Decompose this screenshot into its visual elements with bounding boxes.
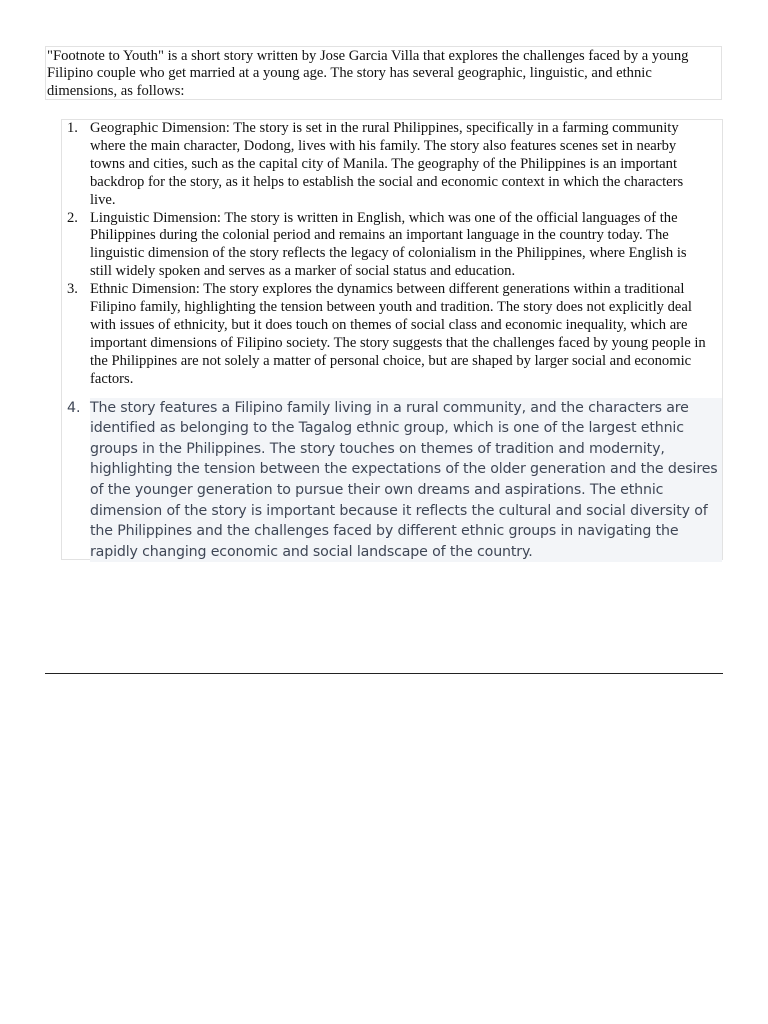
horizontal-divider [45, 673, 723, 674]
list-item-number: 2. [67, 209, 78, 226]
list-item-number: 1. [67, 120, 78, 136]
intro-text: "Footnote to Youth" is a short story written by Jose Garcia Villa that explores the challenges faced by a young Filipino couple who get married at a young age. The story has several geographic, linguistic, and ethnic dimensions, as follows: [47, 48, 689, 99]
list-item-text: Ethnic Dimension: The story explores the dynamics between different generations within a traditional Filipino family, highlighting the tension between youth and tradition. The story does not explicitly deal with issues of ethnicity, but it does touch on themes of social class and economic inequality, which are important dimensions of Filipino society. The story suggests that the challenges faced by young people in the Philippines are not solely a matter of personal choice, but are shaped by larger social and economic factors. [90, 281, 706, 387]
list-item-text: The story features a Filipino family living in a rural community, and the characters are identified as belonging to the Tagalog ethnic group, which is one of the largest ethnic groups in the Philippines. The story touches on themes of tradition and modernity, highlighting the tension between the expectations of the older generation and the desires of the younger generation to pursue their own dreams and aspirations. The ethnic dimension of the story is important because it reflects the cultural and social diversity of the Philippines and the challenges faced by different ethnic groups in navigating the rapidly changing economic and social landscape of the country. [90, 398, 722, 563]
list-item-linguistic[interactable] [62, 210, 722, 282]
list-item-text: Geographic Dimension: The story is set in the rural Philippines, specifically in a farming community where the main character, Dodong, lives with his family. The story also features scenes set in nearby towns and cities, such as the capital city of Manila. The geography of the Philippines is an important backdrop for the story, as it helps to establish the social and economic context in which the characters live. [90, 120, 684, 208]
list-item-geographic[interactable] [62, 120, 722, 210]
list-item-tagalog[interactable] [62, 398, 722, 563]
list-item-number: 3. [67, 281, 78, 298]
list-item-text: Linguistic Dimension: The story is written in English, which was one of the official languages of the Philippines during the colonial period and remains an important language in the country today. The linguistic dimension of the story reflects the legacy of colonialism in the Philippines, where English is still widely spoken and serves as a marker of social status and education. [90, 209, 687, 280]
list-item-number: 4. [67, 399, 81, 416]
list-item-ethnic[interactable] [62, 281, 722, 388]
dimensions-list [61, 119, 723, 560]
intro-paragraph[interactable] [45, 46, 722, 100]
